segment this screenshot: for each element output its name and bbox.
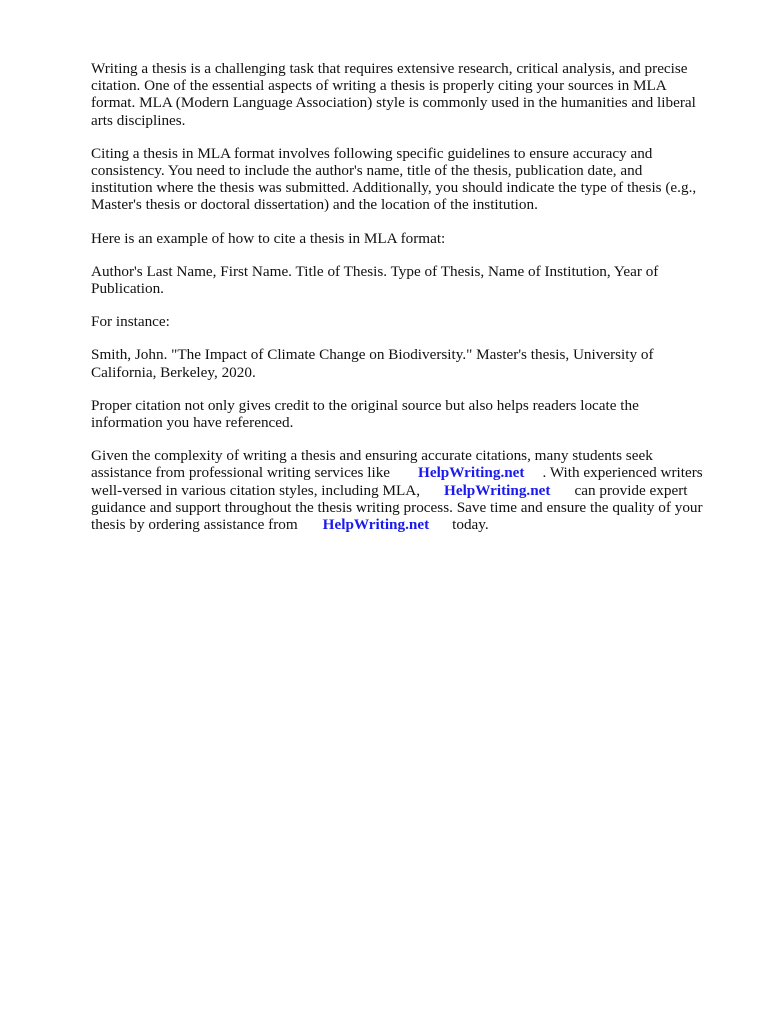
helpwriting-link[interactable]: HelpWriting.net: [418, 464, 525, 482]
text-line: Publication.: [91, 280, 164, 298]
paragraph-promo: [91, 447, 721, 533]
document-page: [91, 60, 721, 549]
text-segment: guidance and support throughout the thesis writing process.: [91, 498, 453, 516]
text-segment: . With experienced writers: [542, 464, 703, 482]
text-segment: today.: [452, 516, 489, 534]
text-line: Proper citation not only gives credit to the original source but also helps readers locate the: [91, 396, 639, 414]
text-line: arts disciplines.: [91, 111, 186, 129]
text-segment: well-versed in various citation styles, including MLA,: [91, 481, 421, 499]
text-line: Citing a thesis in MLA format involves following specific guidelines to ensure accuracy and: [91, 144, 653, 162]
text-segment: assistance from professional writing services like: [91, 464, 391, 482]
text-line: For instance:: [91, 313, 170, 331]
text-line: Smith, John. "The Impact of Climate Change on Biodiversity." Master's thesis, University of: [91, 346, 654, 364]
text-line: Author's Last Name, First Name. Title of Thesis. Type of Thesis, Name of Institution, Year of: [91, 262, 659, 280]
paragraph-example-intro: [91, 230, 721, 247]
text-line: Here is an example of how to cite a thesis in MLA format:: [91, 229, 446, 247]
text-line: institution where the thesis was submitted. Additionally, you should indicate the type of thesis (e.g.,: [91, 179, 697, 197]
text-line: California, Berkeley, 2020.: [91, 363, 256, 381]
paragraph-guidelines: [91, 145, 721, 214]
text-line: Master's thesis or doctoral dissertation) and the location of the institution.: [91, 196, 538, 214]
text-line: [91, 499, 721, 516]
text-segment: thesis by ordering assistance from: [91, 516, 298, 534]
text-segment: can provide expert: [574, 481, 688, 499]
paragraph-intro: [91, 60, 721, 129]
text-line: format. MLA (Modern Language Association) style is commonly used in the humanities and liberal: [91, 94, 696, 112]
text-line: [91, 464, 721, 481]
helpwriting-link[interactable]: HelpWriting.net: [322, 516, 430, 534]
text-line: Writing a thesis is a challenging task that requires extensive research, critical analysis, and precise: [91, 60, 688, 77]
text-line: Given the complexity of writing a thesis and ensuring accurate citations, many students seek: [91, 447, 653, 465]
text-line: information you have referenced.: [91, 414, 294, 432]
paragraph-citation-example: [91, 346, 721, 380]
text-segment: Save time and ensure the quality of your: [456, 498, 703, 516]
paragraph-proper-citation: [91, 397, 721, 431]
text-line: citation. One of the essential aspects of writing a thesis is properly citing your sources in MLA: [91, 77, 667, 95]
text-line: [91, 482, 721, 499]
helpwriting-link[interactable]: HelpWriting.net: [444, 481, 551, 499]
text-line: [91, 516, 721, 533]
paragraph-for-instance: [91, 313, 721, 330]
paragraph-citation-format: [91, 263, 721, 297]
text-line: consistency. You need to include the author's name, title of the thesis, publication date, and: [91, 162, 643, 180]
